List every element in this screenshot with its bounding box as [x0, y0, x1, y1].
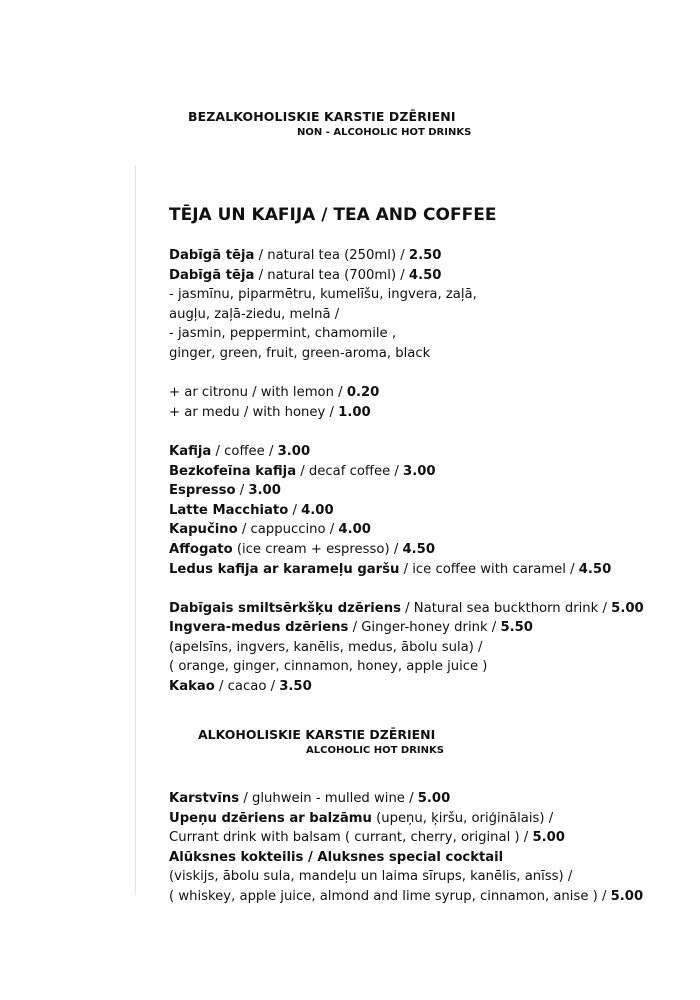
item-desc: / gluhwein - mulled wine /	[239, 791, 418, 806]
tea-flavors-en-line-1: - jasmin, peppermint, chamomile ,	[169, 326, 397, 342]
menu-item-cappuccino	[169, 520, 644, 540]
item-desc: + ar citronu / with lemon /	[169, 385, 347, 401]
alcoholic-menu	[169, 789, 643, 907]
item-name: Kakao	[169, 679, 215, 695]
item-price: 4.00	[301, 502, 334, 518]
item-price: 5.00	[610, 888, 644, 904]
item-desc: / Natural sea buckthorn drink /	[400, 600, 612, 616]
tea-flavors-lv-line-1: - jasmīnu, piparmētru, kumelīšu, ingvera, zaļā,	[169, 287, 477, 303]
item-price: 3.50	[279, 679, 312, 695]
menu-item-cocktail	[169, 848, 643, 868]
tea-coffee-menu	[169, 246, 644, 697]
item-price: 0.20	[346, 385, 380, 401]
item-desc: / natural tea (250ml) /	[254, 248, 409, 263]
item-desc: / coffee /	[211, 443, 278, 459]
item-name: Alūksnes kokteilis / Aluksnes special cocktail	[169, 849, 504, 865]
item-name: Bezkofeīna kafija	[169, 463, 297, 479]
item-name: Ingvera-medus dzēriens	[169, 620, 349, 636]
alcoholic-title-lv: ALKOHOLISKIE KARSTIE DZĒRIENI	[198, 727, 436, 742]
item-name: Dabīgais smiltsērkšķu dzēriens	[169, 600, 401, 616]
alcoholic-title-en: ALCOHOLIC HOT DRINKS	[306, 745, 444, 756]
page-divider-line	[135, 165, 136, 895]
menu-item-ginger-honey	[169, 618, 644, 638]
tea-flavors-en-line-2: ginger, green, fruit, green-aroma, black	[169, 345, 431, 361]
menu-item-decaf	[169, 462, 644, 482]
menu-item-currant-en	[169, 828, 643, 848]
item-desc: ( whiskey, apple juice, almond and lime syrup, cinnamon, anise ) /	[169, 888, 611, 904]
item-price: 4.50	[578, 561, 612, 577]
menu-item-espresso	[169, 481, 644, 501]
menu-item-cacao	[169, 677, 644, 697]
item-price: 3.00	[248, 483, 281, 499]
item-price: 5.50	[500, 620, 533, 636]
item-name: Karstvīns	[169, 791, 240, 806]
ginger-ingredients-en: ( orange, ginger, cinnamon, honey, apple juice )	[169, 659, 488, 675]
menu-item-latte	[169, 501, 644, 521]
menu-item-affogato	[169, 540, 644, 560]
menu-item-mulled-wine	[169, 789, 643, 809]
menu-item-iced-coffee	[169, 560, 644, 580]
tea-flavors-lv-line-2: augļu, zaļā-ziedu, melnā /	[169, 306, 340, 322]
item-price: 4.50	[408, 267, 442, 283]
item-desc: / Ginger-honey drink /	[348, 620, 501, 636]
item-name: Espresso	[169, 483, 236, 499]
item-price: 2.50	[408, 248, 442, 263]
item-price: 3.00	[277, 443, 311, 459]
item-price: 5.00	[417, 791, 451, 806]
cocktail-ingredients-en	[169, 887, 643, 907]
section-title-tea-coffee: TĒJA UN KAFIJA / TEA AND COFFEE	[169, 205, 497, 225]
menu-item-buckthorn	[169, 599, 644, 619]
item-desc: + ar medu / with honey /	[169, 404, 339, 420]
menu-item-tea-250	[169, 246, 644, 266]
header-title-en: NON - ALCOHOLIC HOT DRINKS	[297, 127, 472, 138]
item-name: Ledus kafija ar karameļu garšu	[169, 561, 400, 577]
menu-item-tea-700	[169, 266, 644, 286]
item-desc: / natural tea (700ml) /	[254, 267, 409, 283]
item-name: Kapučino	[169, 522, 238, 538]
item-name: Dabīgā tēja	[169, 267, 255, 283]
addon-honey	[169, 403, 644, 423]
addon-lemon	[169, 383, 644, 403]
item-name: Dabīgā tēja	[169, 248, 255, 263]
menu-item-currant	[169, 809, 643, 829]
ginger-ingredients-lv: (apelsīns, ingvers, kanēlis, medus, ābolu sula) /	[169, 639, 483, 655]
item-desc: (upeņu, ķiršu, oriģinālais) /	[371, 810, 554, 826]
item-price: 5.00	[532, 830, 565, 846]
item-desc: /	[288, 502, 302, 518]
item-price: 3.00	[403, 463, 436, 479]
item-price: 4.50	[402, 541, 435, 557]
header-title-lv: BEZALKOHOLISKIE KARSTIE DZĒRIENI	[188, 109, 456, 124]
item-desc: / ice coffee with caramel /	[399, 561, 579, 577]
item-desc: /	[235, 483, 249, 499]
item-desc: / cacao /	[214, 679, 280, 695]
item-price: 5.00	[611, 600, 644, 616]
menu-item-coffee	[169, 442, 644, 462]
item-desc: (ice cream + espresso) /	[232, 541, 403, 557]
item-name: Kafija	[169, 443, 212, 459]
item-name: Upeņu dzēriens ar balzāmu	[169, 810, 372, 826]
item-name: Affogato	[169, 541, 233, 557]
item-name: Latte Macchiato	[169, 502, 289, 518]
item-desc: Currant drink with balsam ( currant, cherry, original ) /	[169, 830, 533, 846]
item-desc: / cappuccino /	[237, 522, 339, 538]
item-price: 1.00	[338, 404, 371, 420]
cocktail-ingredients-lv: (viskijs, ābolu sula, mandeļu un laima sīrups, kanēlis, anīss) /	[169, 869, 573, 885]
item-price: 4.00	[338, 522, 371, 538]
item-desc: / decaf coffee /	[296, 463, 404, 479]
